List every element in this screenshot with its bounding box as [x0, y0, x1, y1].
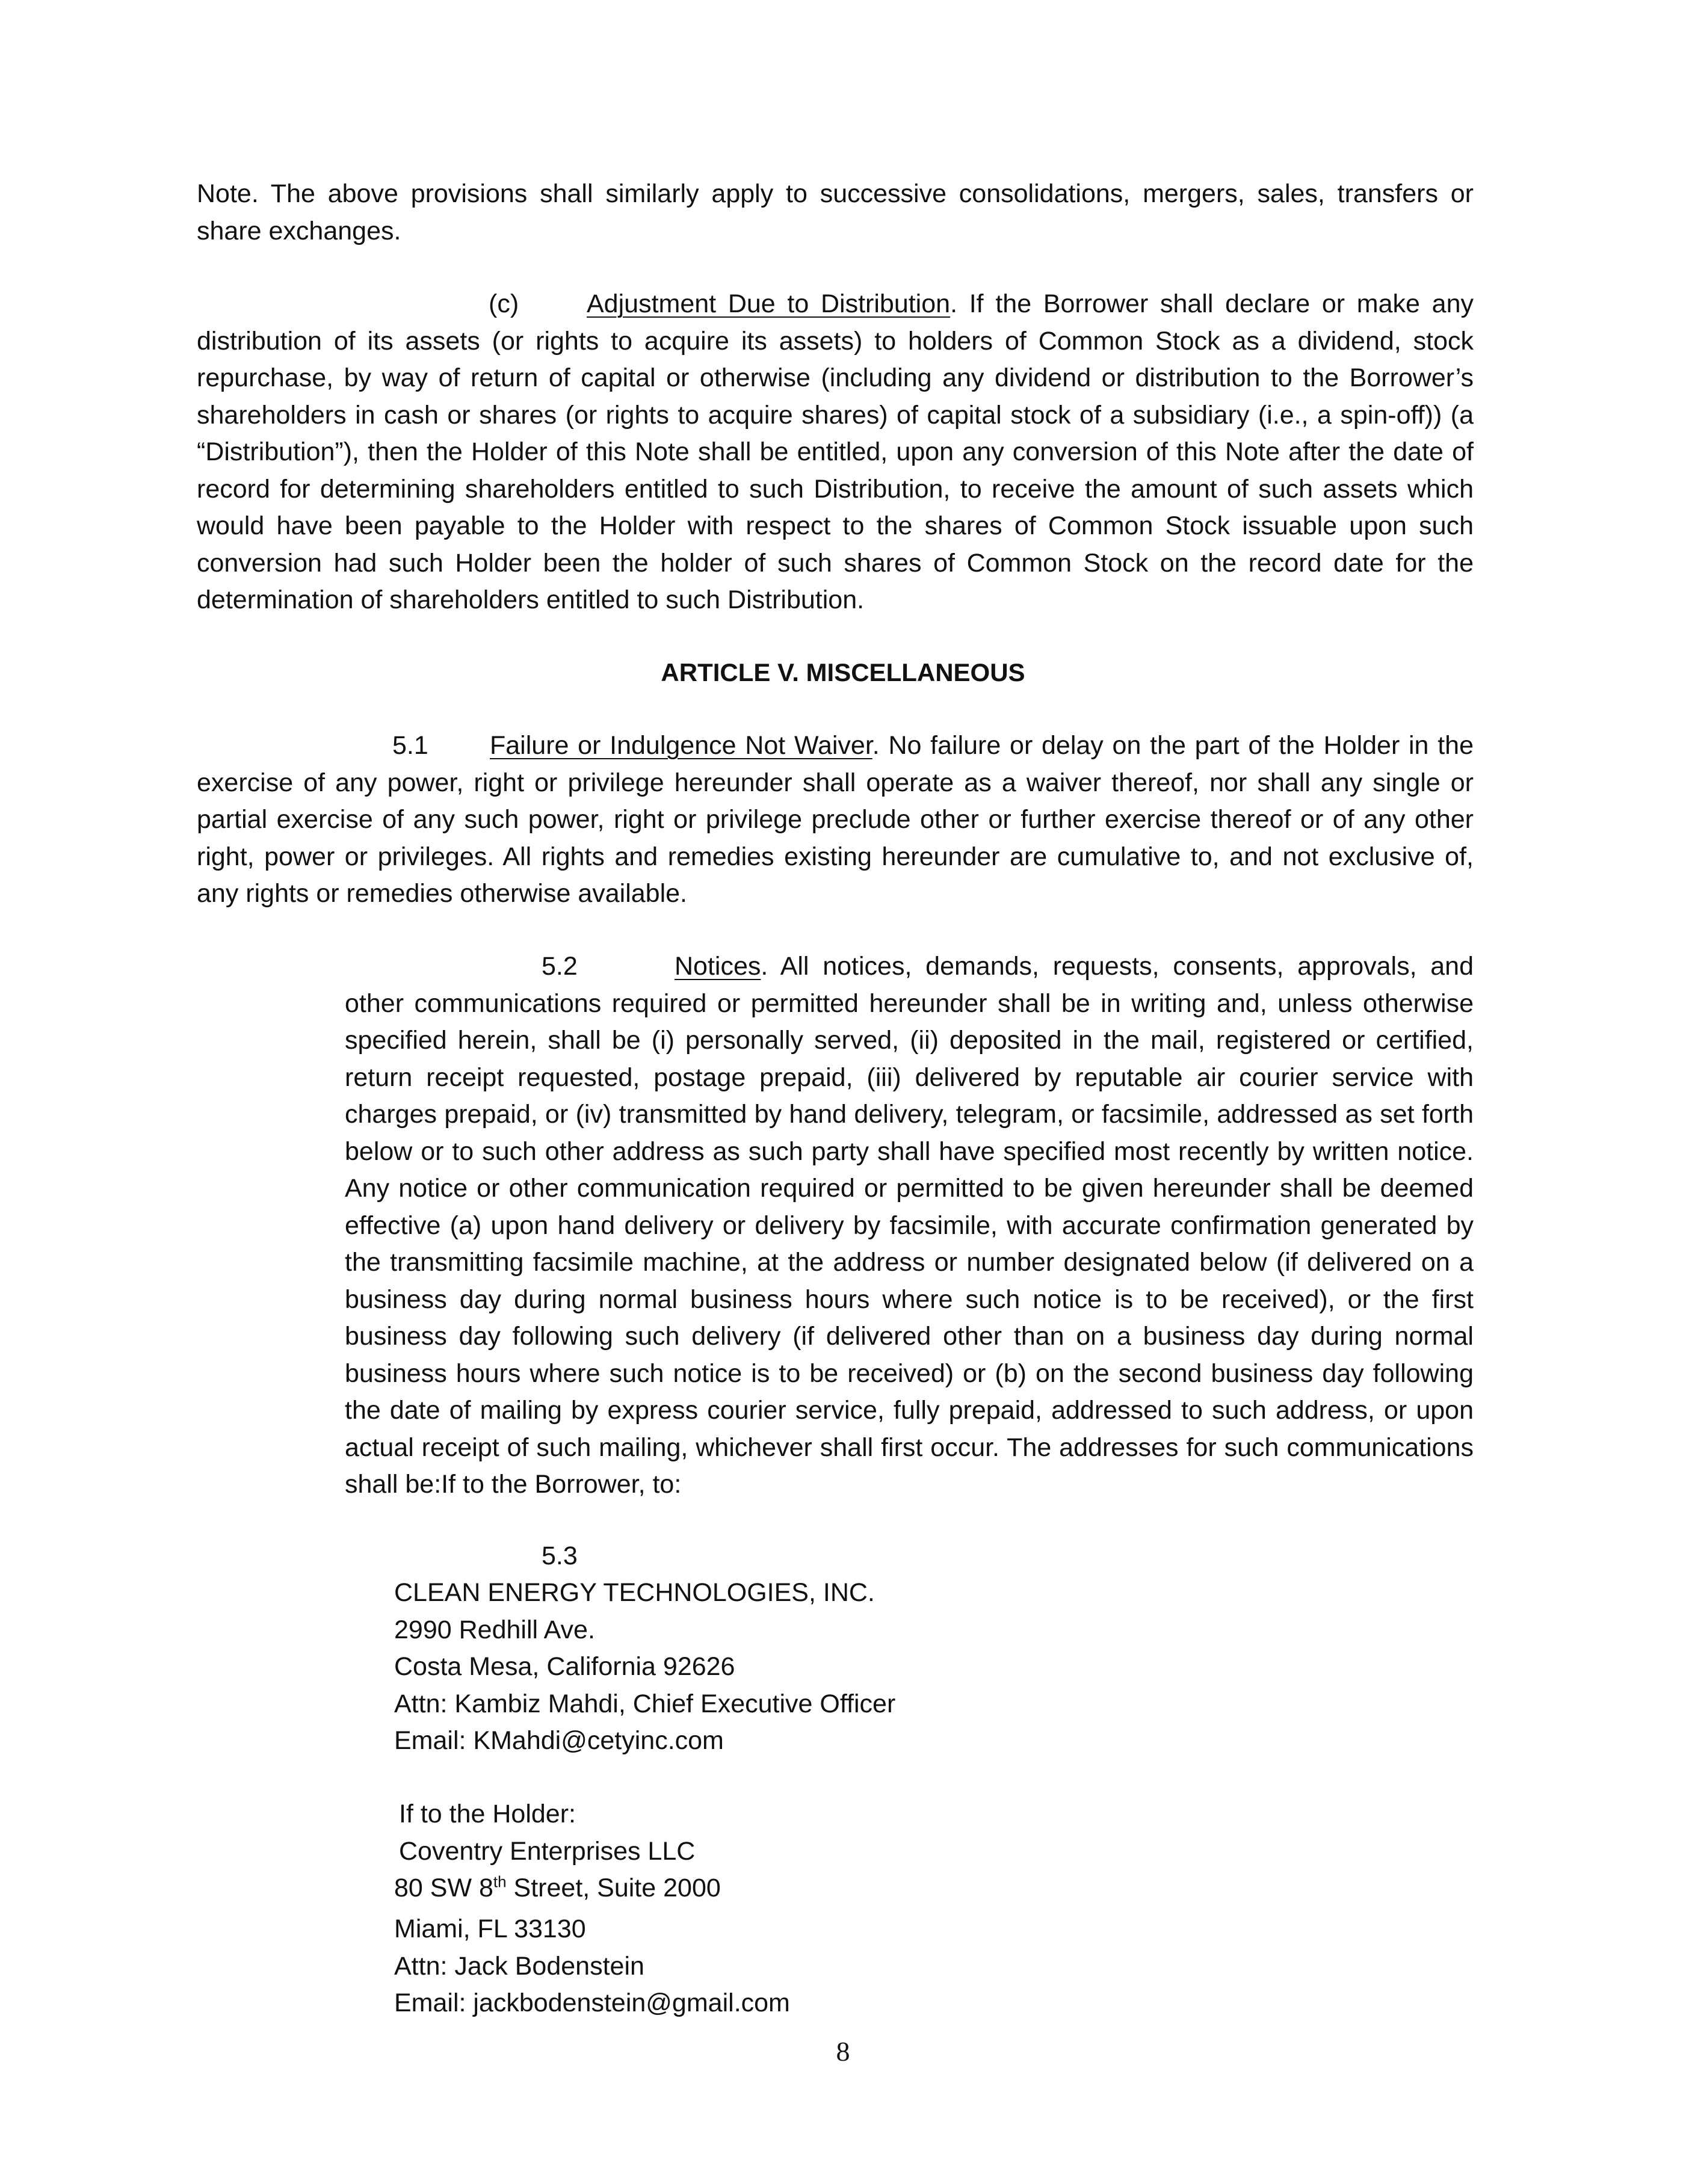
article-heading: ARTICLE V. MISCELLANEOUS: [661, 658, 1025, 686]
borrower-attn: Attn: Kambiz Mahdi, Chief Executive Officer: [394, 1689, 896, 1718]
section-heading-5-2: Notices: [675, 952, 761, 981]
holder-email: Email: jackbodenstein@gmail.com: [394, 1988, 790, 2017]
section-number-c: (c): [489, 289, 519, 318]
holder-street-suffix: Street, Suite 2000: [506, 1874, 721, 1902]
page-number: 8: [836, 2036, 850, 2067]
holder-address-block: [394, 1796, 790, 2022]
section-number-5-1: 5.1: [392, 731, 428, 760]
borrower-company: CLEAN ENERGY TECHNOLOGIES, INC.: [394, 1578, 875, 1607]
paragraph-5-1: [197, 727, 1474, 913]
holder-city: Miami, FL 33130: [394, 1914, 586, 1943]
borrower-address-block: [394, 1575, 895, 1760]
paragraph-c-adjustment: [197, 286, 1474, 619]
section-body-5-1: . No failure or delay on the part of the Holder in the exercise of any power, right or privilege hereunder shall operate as a waiver thereof, nor shall any single or partial exercise of any such power, right or privilege preclude other or further exercise thereof or of any other right, power or privileges. All rights and remedies existing hereunder are cumulative to, and not exclusive of, any rights or remedies otherwise available.: [197, 731, 1474, 908]
paragraph-5-2: [345, 948, 1474, 1504]
borrower-street: 2990 Redhill Ave.: [394, 1615, 595, 1644]
holder-intro: If to the Holder:: [399, 1800, 576, 1828]
borrower-email: Email: KMahdi@cetyinc.com: [394, 1726, 724, 1755]
section-body-5-2: . All notices, demands, requests, consents, approvals, and other communications required or permitted hereunder shall be in writing and, unless otherwise specified herein, shall be (i) personally served, (ii) deposited in the mail, registered or certified, return receipt requested, postage prepaid, (iii) delivered by reputable air courier service with charges prepaid, or (iv) transmitted by hand delivery, telegram, or facsimile, addressed as set forth below or to such other address as such party shall have specified most recently by written notice. Any notice or other communication required or permitted to be given hereunder shall be deemed effective (a) upon hand delivery or delivery by facsimile, with accurate confirmation generated by the transmitting facsimile machine, at the address or number designated below (if delivered on a business day during normal business hours where such notice is to be received), or the first business day following such delivery (if delivered other than on a business day during normal business hours where such notice is to be received) or (b) on the second business day following the date of mailing by express courier service, fully prepaid, addressed to such address, or upon actual receipt of such mailing, whichever shall first occur. The addresses for such communications shall be:If to the Borrower, to:: [345, 952, 1474, 1499]
borrower-city: Costa Mesa, California 92626: [394, 1652, 735, 1681]
holder-street-sup: th: [493, 1872, 507, 1891]
section-number-5-2: 5.2: [542, 952, 578, 981]
holder-attn: Attn: Jack Bodenstein: [394, 1951, 644, 1981]
holder-company: Coventry Enterprises LLC: [399, 1836, 696, 1866]
holder-street: [394, 1870, 790, 1911]
holder-street-prefix: 80 SW 8: [394, 1874, 493, 1902]
section-number-5-3: 5.3: [542, 1541, 578, 1570]
section-body-c: . If the Borrower shall declare or make any distribution of its assets (or rights to acquire its assets) to holders of Common Stock as a dividend, stock repurchase, by way of return of capital or otherwise (including any dividend or distribution to the Borrower’s shareholders in cash or shares (or rights to acquire shares) of capital stock of a subsidiary (i.e., a spin-off)) (a “Distribution”), then the Holder of this Note shall be entitled, upon any conversion of this Note after the date of record for determining shareholders entitled to such Distribution, to receive the amount of such assets which would have been payable to the Holder with respect to the shares of Common Stock issuable upon such conversion had such Holder been the holder of such shares of Common Stock on the record date for the determination of shareholders entitled to such Distribution.: [197, 289, 1474, 614]
section-heading-5-1: Failure or Indulgence Not Waiver: [490, 731, 872, 760]
paragraph-note-continuation: Note. The above provisions shall similarly apply to successive consolidations, mergers, sales, transfers or share exchanges.: [197, 179, 1474, 245]
section-heading-c: Adjustment Due to Distribution: [587, 289, 951, 318]
